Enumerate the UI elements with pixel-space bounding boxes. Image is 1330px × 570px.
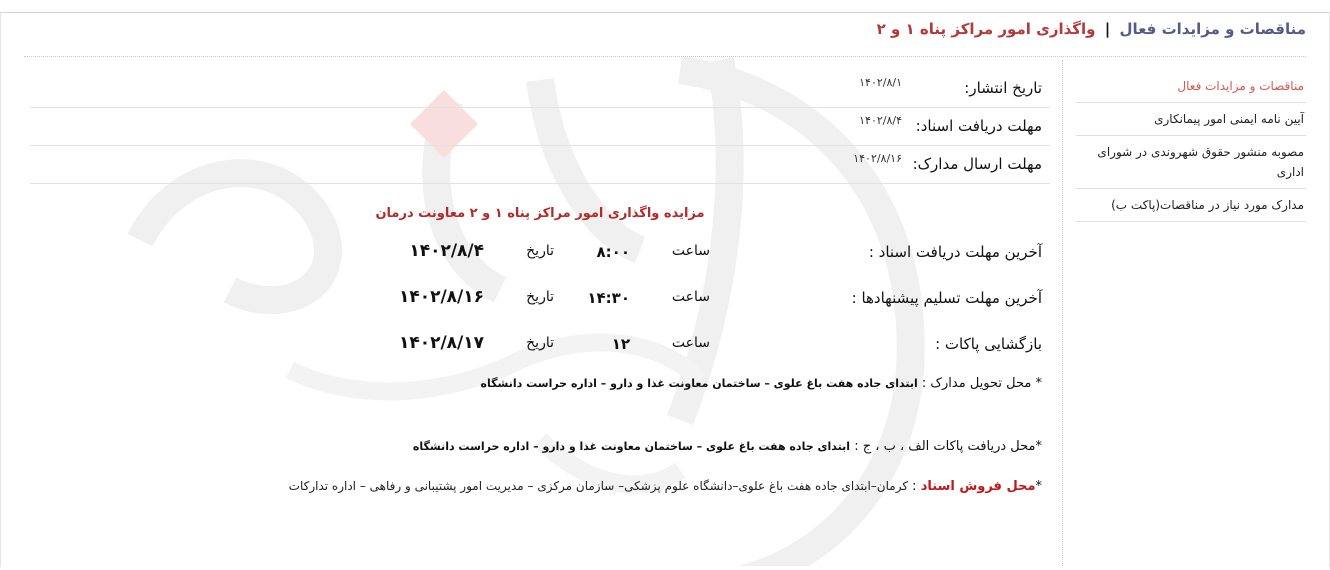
deadline-row [30, 325, 1050, 371]
sidebar-item-required-docs[interactable]: مدارک مورد نیاز در مناقصات(پاکت ب) [1076, 189, 1306, 222]
docs-delivery-key: * محل تحویل مدارک : [921, 376, 1042, 391]
docs-sale-key: محل فروش اسناد [920, 479, 1036, 494]
deadline-row [30, 279, 1050, 325]
auction-headline: مزایده واگذاری امور مراکز پناه ۱ و ۲ معاونت درمان [375, 206, 705, 221]
deadline-date: ۱۴۰۲/۸/۱۶ [398, 287, 484, 307]
packets-pickup-key: *محل دریافت پاکات الف ، ب ، ج : [854, 439, 1042, 454]
docs-sale-star: * [1035, 479, 1042, 494]
title-section[interactable]: مناقصات و مزایدات فعال [1119, 20, 1306, 38]
hour-label: ساعت [671, 243, 710, 259]
receive-deadline-row [30, 108, 1050, 146]
date-label: تاریخ [526, 243, 554, 259]
packets-pickup-value: ابتدای جاده هفت باغ علوی – ساختمان معاونت غذا و دارو – اداره حراست دانشگاه [412, 440, 851, 453]
docs-delivery-location [481, 376, 1042, 391]
deadline-time: ۱۴:۳۰ [587, 289, 630, 307]
hour-label: ساعت [671, 289, 710, 305]
publish-date-row [30, 70, 1050, 108]
column-divider [1062, 60, 1063, 566]
docs-delivery-value: ابتدای جاده هفت باغ علوی – ساختمان معاونت غذا و دارو – اداره حراست دانشگاه [480, 377, 918, 390]
main-content [30, 70, 1050, 566]
hour-label: ساعت [671, 335, 710, 351]
deadline-date: ۱۴۰۲/۸/۱۷ [398, 333, 484, 353]
docs-sale-value: کرمان–ابتدای جاده هفت باغ علوی–دانشگاه علوم پزشکی– سازمان مرکزی – مدیریت امور پشتیبانی و رفاهی – اداره تدارکات [288, 479, 909, 493]
send-deadline-label: مهلت ارسال مدارک: [912, 155, 1042, 173]
docs-sale-location [289, 479, 1042, 494]
packets-pickup-location [413, 439, 1042, 454]
receive-deadline-label: مهلت دریافت اسناد: [915, 117, 1042, 135]
docs-sale-colon: : [912, 479, 917, 494]
page-title [24, 20, 1306, 57]
deadline-label: بازگشایی پاکات : [935, 335, 1042, 353]
publish-date-value: ۱۴۰۲/۸/۱ [859, 76, 902, 89]
date-label: تاریخ [526, 289, 554, 305]
deadline-time: ۸:۰۰ [596, 243, 630, 261]
deadline-time: ۱۲ [611, 335, 630, 353]
sidebar-item-active-tenders[interactable]: مناقصات و مزایدات فعال [1076, 70, 1306, 103]
send-deadline-value: ۱۴۰۲/۸/۱۶ [853, 152, 902, 165]
deadline-date: ۱۴۰۲/۸/۴ [409, 241, 484, 261]
send-deadline-row [30, 146, 1050, 184]
deadline-row [30, 233, 1050, 279]
title-main: واگذاری امور مراکز پناه ۱ و ۲ [876, 20, 1096, 38]
deadline-label: آخرین مهلت دریافت اسناد : [868, 243, 1042, 261]
date-label: تاریخ [526, 335, 554, 351]
sidebar [1076, 70, 1306, 222]
publish-date-label: تاریخ انتشار: [964, 79, 1042, 97]
receive-deadline-value: ۱۴۰۲/۸/۴ [859, 114, 902, 127]
sidebar-item-safety-regulation[interactable]: آیین نامه ایمنی امور پیمانکاری [1076, 103, 1306, 136]
deadline-label: آخرین مهلت تسلیم پیشنهادها : [851, 289, 1042, 307]
sidebar-item-citizen-rights[interactable]: مصوبه منشور حقوق شهروندی در شورای اداری [1076, 136, 1306, 189]
title-separator: | [1104, 20, 1111, 38]
